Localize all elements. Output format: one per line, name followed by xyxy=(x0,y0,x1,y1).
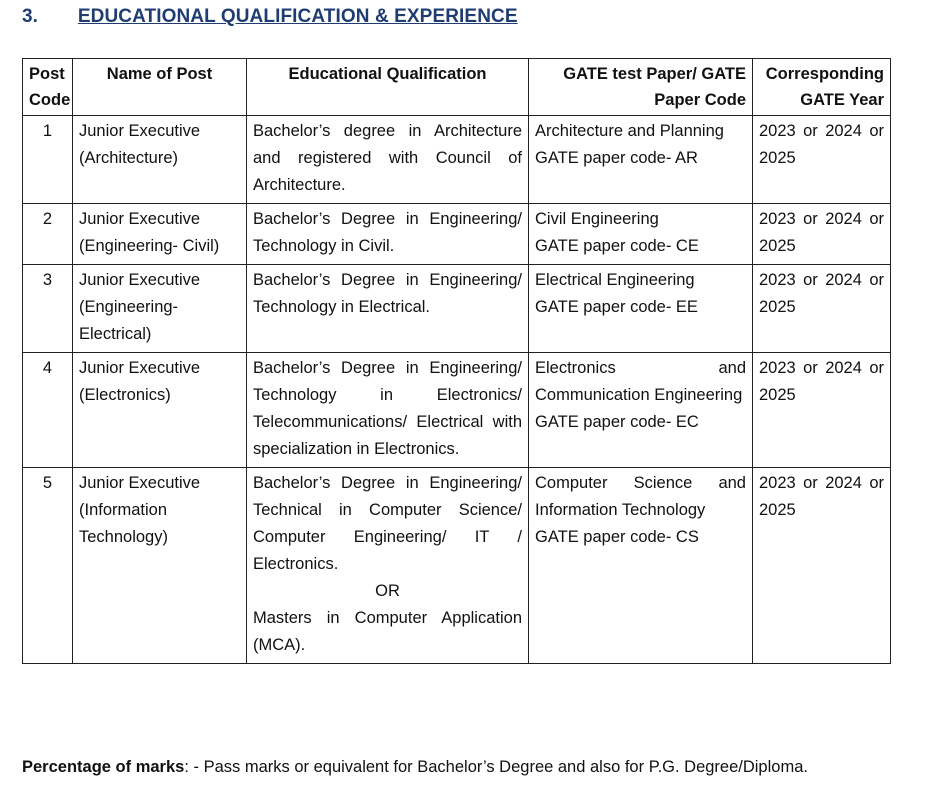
table-row xyxy=(23,265,891,353)
post-name: Junior Executive (Engineering- Civil) xyxy=(73,204,247,265)
gate-paper-code: GATE paper code- CE xyxy=(535,237,699,255)
header-gate-paper: GATE test Paper/ GATE Paper Code xyxy=(529,59,753,116)
gate-year: 2023 or 2024 or 2025 xyxy=(753,265,891,353)
gate-paper: Civil Engineering xyxy=(535,210,659,228)
post-code: 1 xyxy=(23,116,73,204)
header-gate-year: Corresponding GATE Year xyxy=(753,59,891,116)
gate-year: 2023 or 2024 or 2025 xyxy=(753,353,891,468)
gate-year: 2023 or 2024 or 2025 xyxy=(753,204,891,265)
gate-paper: Electronics and Communication Engineering xyxy=(535,359,746,404)
gate-paper-code: GATE paper code- CS xyxy=(535,528,699,546)
gate-paper-code: GATE paper code- EC xyxy=(535,413,699,431)
post-name: Junior Executive (Information Technology) xyxy=(73,468,247,664)
gate-year: 2023 or 2024 or 2025 xyxy=(753,468,891,664)
header-post-code: Post Code xyxy=(23,59,73,116)
qualification: Bachelor’s Degree in Engineering/ Technology in Civil. xyxy=(247,204,529,265)
gate-paper-cell xyxy=(529,265,753,353)
post-code: 4 xyxy=(23,353,73,468)
qualification: Bachelor’s degree in Architecture and registered with Council of Architecture. xyxy=(247,116,529,204)
post-name: Junior Executive (Architecture) xyxy=(73,116,247,204)
section-number: 3. xyxy=(22,6,38,27)
percentage-note xyxy=(22,758,808,777)
post-code: 5 xyxy=(23,468,73,664)
gate-paper: Electrical Engineering xyxy=(535,271,695,289)
post-name: Junior Executive (Electronics) xyxy=(73,353,247,468)
table-row xyxy=(23,116,891,204)
section-title: EDUCATIONAL QUALIFICATION & EXPERIENCE xyxy=(77,6,518,27)
qualification: Bachelor’s Degree in Engineering/ Technology in Electrical. xyxy=(247,265,529,353)
post-code: 2 xyxy=(23,204,73,265)
qualification-alternative: Masters in Computer Application (MCA). xyxy=(253,609,522,654)
gate-paper-cell xyxy=(529,204,753,265)
qualification: Bachelor’s Degree in Engineering/ Technical in Computer Science/ Computer Engineering/ IT / Electronics. xyxy=(253,474,522,573)
table-row xyxy=(23,204,891,265)
qualification-cell xyxy=(247,468,529,664)
note-label: Percentage of marks xyxy=(22,758,185,776)
gate-paper: Architecture and Planning xyxy=(535,122,724,140)
table-row xyxy=(23,468,891,664)
header-educational-qualification: Educational Qualification xyxy=(247,59,529,116)
qualification-table xyxy=(22,58,891,664)
gate-paper-code: GATE paper code- AR xyxy=(535,149,698,167)
section-heading xyxy=(22,6,518,28)
post-code: 3 xyxy=(23,265,73,353)
gate-year: 2023 or 2024 or 2025 xyxy=(753,116,891,204)
qualification: Bachelor’s Degree in Engineering/ Technology in Electronics/ Telecommunications/ Electrical with specialization in Electronics. xyxy=(247,353,529,468)
table-row xyxy=(23,353,891,468)
gate-paper-cell xyxy=(529,353,753,468)
post-name: Junior Executive (Engineering- Electrical) xyxy=(73,265,247,353)
note-text: : - Pass marks or equivalent for Bachelor’s Degree and also for P.G. Degree/Diploma. xyxy=(184,758,808,776)
gate-paper: Computer Science and Information Technology xyxy=(535,474,746,519)
gate-paper-cell xyxy=(529,468,753,664)
qualification-or: OR xyxy=(375,582,400,600)
gate-paper-code: GATE paper code- EE xyxy=(535,298,698,316)
header-name-of-post: Name of Post xyxy=(73,59,247,116)
table-header-row xyxy=(23,59,891,116)
gate-paper-cell xyxy=(529,116,753,204)
